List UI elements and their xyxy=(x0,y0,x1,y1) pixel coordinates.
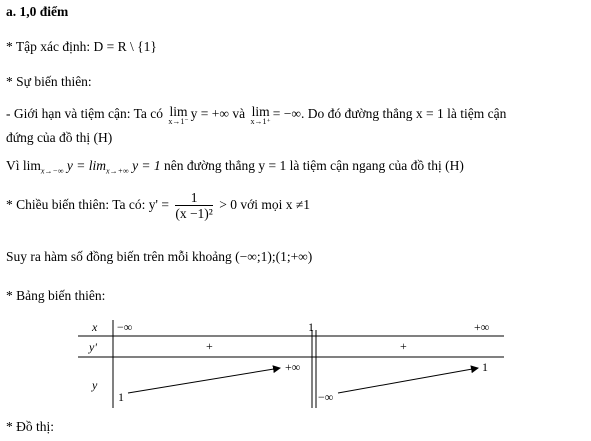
ha-prefix: Vì lim xyxy=(6,158,41,173)
section-heading: a. 1,0 điểm xyxy=(6,4,69,19)
mono-suffix: > 0 với mọi x ≠1 xyxy=(219,197,311,213)
limit-right-expr: = −∞. Do đó đường thẳng x = 1 là tiệm cận xyxy=(272,106,507,121)
limit-right-word: lim xyxy=(251,104,270,119)
increase-arrow-left xyxy=(128,368,280,393)
domain-formula: D = R \ {1} xyxy=(93,39,157,54)
mono-prefix: * Chiều biến thiên: Ta có: y' = xyxy=(6,197,169,213)
domain-label: * Tập xác định: xyxy=(6,39,91,54)
limit-left-sub: x→1⁻ xyxy=(168,117,189,126)
x-value-right: +∞ xyxy=(474,320,490,334)
conclusion-line: Suy ra hàm số đồng biến trên mỗi khoảng (−∞;1);(1;+∞) xyxy=(6,249,313,264)
limit-left-expr: y = +∞ xyxy=(190,106,229,121)
ha-sub1: x→−∞ xyxy=(40,166,64,176)
y-left-end: +∞ xyxy=(285,360,301,374)
limit-right-sub: x→1⁺ xyxy=(250,117,271,126)
increase-arrow-right xyxy=(338,368,478,393)
table-title: * Bảng biến thiên: xyxy=(6,288,106,303)
y-right-end: 1 xyxy=(482,360,488,374)
ha-sub2: x→+∞ xyxy=(106,166,129,176)
ha-mid1: y = lim xyxy=(66,158,107,173)
ha-mid2: y = 1 xyxy=(132,158,161,173)
graph-title: * Đồ thị: xyxy=(6,419,55,434)
y-left-start: 1 xyxy=(118,390,124,404)
row-label-x: x xyxy=(92,320,98,334)
limit-left-word: lim xyxy=(169,104,188,119)
y-right-start: −∞ xyxy=(318,390,334,404)
fraction-denominator: (x −1)² xyxy=(175,206,213,221)
limits-line-2: đứng của đồ thị (H) xyxy=(6,130,113,145)
ha-suffix: nên đường thẳng y = 1 là tiệm cận ngang của đồ thị (H) xyxy=(164,158,464,173)
fraction-numerator: 1 xyxy=(175,190,213,206)
x-value-middle: 1 xyxy=(308,320,314,334)
limits-prefix: - Giới hạn và tiệm cận: Ta có xyxy=(6,106,164,121)
limits-and: và xyxy=(232,106,246,121)
row-label-yprime: y' xyxy=(89,340,97,354)
sign-left: + xyxy=(206,339,213,353)
sign-right: + xyxy=(400,339,407,353)
variation-title: * Sự biến thiên: xyxy=(6,74,92,89)
x-value-left: −∞ xyxy=(117,320,133,334)
row-label-y: y xyxy=(92,378,98,392)
